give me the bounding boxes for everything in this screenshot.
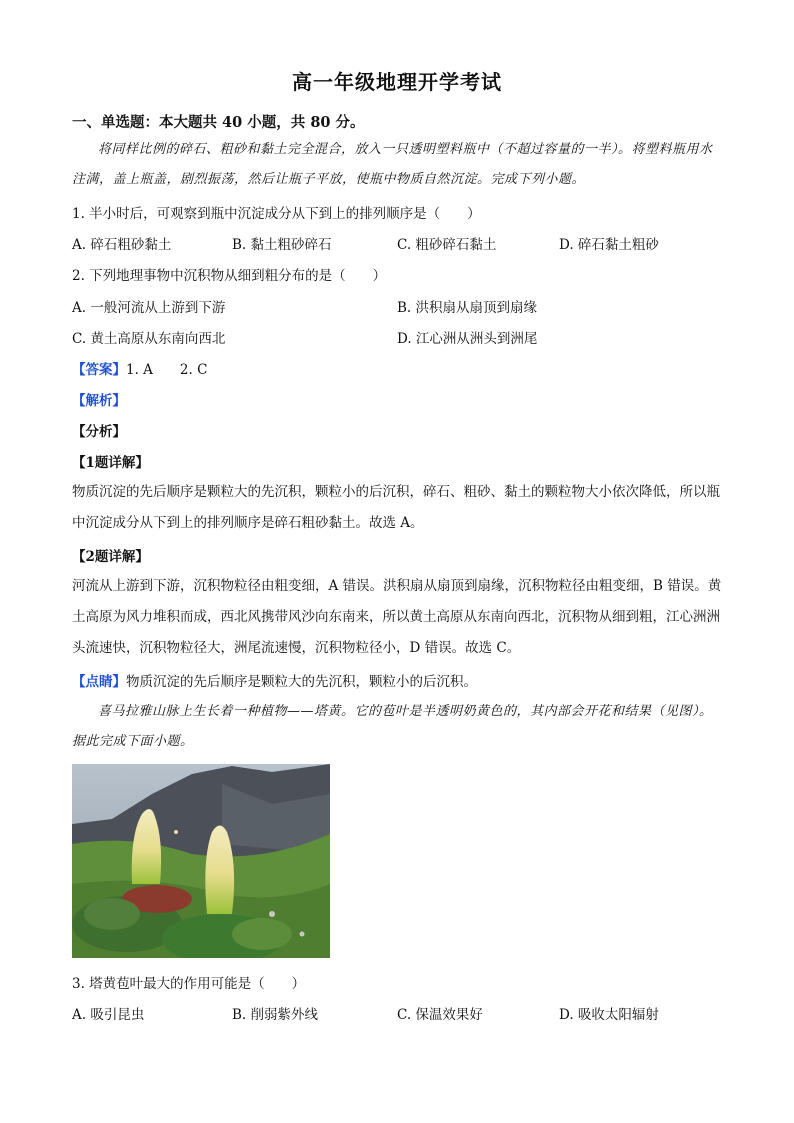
question-2-options-row2 [72,327,722,351]
tip-line [72,670,477,690]
plant-illustration [72,764,330,958]
question-1-options [72,233,722,257]
q2-option-c: C. 黄土高原从东南向西北 [72,331,226,347]
detail-1-text: 物质沉淀的先后顺序是颗粒大的先沉积，颗粒小的后沉积，碎石、粗砂、黏土的颗粒物大小依次降低，所以瓶中沉淀成分从下到上的排列顺序是碎石粗砂黏土。故选 A。 [72,484,720,531]
q1-option-c: C. 粗砂碎石黏土 [397,237,497,253]
q1-option-d: D. 碎石黏土粗砂 [559,237,659,253]
q1-option-a: A. 碎石粗砂黏土 [72,237,172,253]
q2-option-d: D. 江心洲从洲头到洲尾 [397,331,538,347]
question-3-stem: 3. 塔黄苞叶最大的作用可能是（ ） [72,976,306,992]
material-paragraph-2: 喜马拉雅山脉上生长着一种植物——塔黄。它的苞叶是半透明奶黄色的，其内部会开花和结果（见图）。据此完成下面小题。 [72,704,713,749]
rheum-nobile-photo [72,764,330,958]
q3-option-a: A. 吸引昆虫 [72,1007,145,1023]
answer-text: 1. A 2. C [126,362,208,378]
tip-text: 物质沉淀的先后顺序是颗粒大的先沉积，颗粒小的后沉积。 [126,674,477,690]
detail-2-text: 河流从上游到下游，沉积物粒径由粗变细，A 错误。洪积扇从扇顶到扇缘，沉积物粒径由粗变细，B 错误。黄土高原为风力堆积而成，西北风携带风沙向东南来，所以黄土高原从东南向西北，沉积物从细到粗，江心洲洲头流速快，沉积物粒径大，洲尾流速慢，沉积物粒径小，D 错误。故选 C。 [72,578,722,656]
question-2-options-row1 [72,296,722,320]
fenxi-label: 【分析】 [72,424,126,440]
q3-option-d: D. 吸收太阳辐射 [559,1007,659,1023]
page-title: 高一年级地理开学考试 [292,70,502,94]
detail-1-label: 【1题详解】 [72,455,149,471]
q1-option-b: B. 黏土粗砂碎石 [232,237,332,253]
section-heading: 一、单选题：本大题共 40 小题，共 80 分。 [72,114,365,131]
answer-label: 【答案】 [72,362,126,378]
q3-option-c: C. 保温效果好 [397,1007,483,1023]
analysis-label: 【解析】 [72,393,126,409]
answer-line [72,358,207,378]
q2-option-a: A. 一般河流从上游到下游 [72,300,226,316]
detail-2-label: 【2题详解】 [72,549,149,565]
material-paragraph-1: 将同样比例的碎石、粗砂和黏土完全混合，放入一只透明塑料瓶中（不超过容量的一半）。将塑料瓶用水注满，盖上瓶盖，剧烈振荡，然后让瓶子平放，使瓶中物质自然沉淀。完成下列小题。 [72,142,713,187]
question-2-stem: 2. 下列地理事物中沉积物从细到粗分布的是（ ） [72,268,387,284]
q3-option-b: B. 削弱紫外线 [232,1007,319,1023]
q2-option-b: B. 洪积扇从扇顶到扇缘 [397,300,538,316]
tip-label: 【点睛】 [72,674,126,690]
question-3-options [72,1003,722,1027]
question-1-stem: 1. 半小时后，可观察到瓶中沉淀成分从下到上的排列顺序是（ ） [72,206,481,222]
